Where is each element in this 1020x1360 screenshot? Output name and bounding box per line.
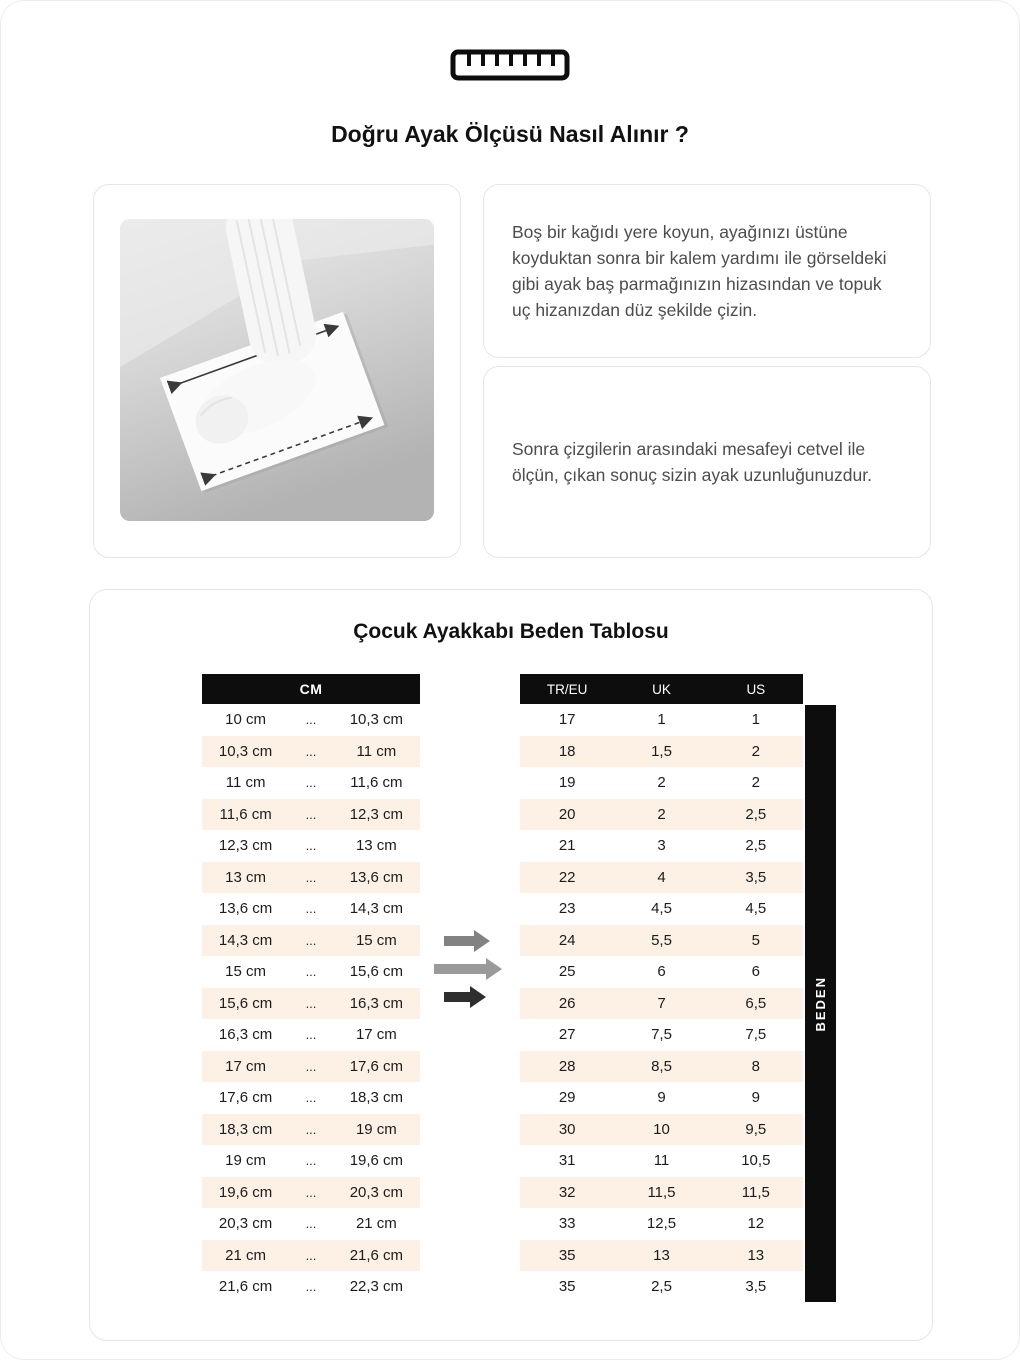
uk-value: 1,5 [651, 742, 672, 760]
page-title: Doğru Ayak Ölçüsü Nasıl Alınır ? [331, 121, 689, 147]
size-table-row [520, 1114, 803, 1146]
uk-value: 6 [657, 963, 666, 981]
range-dots: ... [305, 1058, 317, 1074]
uk-value: 8,5 [651, 1057, 672, 1075]
cm-table [202, 674, 420, 1303]
cm-max-value: 16,3 cm [349, 994, 404, 1012]
cm-min-value: 13,6 cm [218, 900, 273, 918]
us-value: 4,5 [745, 900, 767, 918]
instruction-step-2-card [483, 366, 931, 558]
size-conversion-table [520, 674, 803, 1303]
tr-eu-value: 27 [558, 1026, 576, 1044]
uk-value: 7,5 [651, 1026, 672, 1044]
range-dots: ... [305, 1216, 317, 1232]
cm-table-row [202, 1240, 420, 1272]
uk-value: 3 [657, 837, 666, 855]
tr-eu-value: 17 [558, 711, 576, 729]
uk-value: 4,5 [651, 900, 672, 918]
tr-eu-value: 30 [558, 1120, 576, 1138]
cm-table-row [202, 1082, 420, 1114]
size-table-row [520, 1051, 803, 1083]
cm-table-row [202, 1177, 420, 1209]
uk-value: 4 [657, 868, 666, 886]
uk-value: 12,5 [646, 1215, 677, 1233]
range-dots: ... [305, 838, 317, 854]
cm-table-row [202, 830, 420, 862]
size-table-row [520, 862, 803, 894]
cm-min-value: 16,3 cm [218, 1026, 273, 1044]
cm-min-value: 19 cm [225, 1152, 267, 1170]
uk-value: 2,5 [651, 1278, 672, 1296]
size-table-row [520, 925, 803, 957]
cm-min-value: 17,6 cm [218, 1089, 273, 1107]
cm-max-value: 11,6 cm [350, 774, 403, 792]
size-table-row [520, 704, 803, 736]
cm-table-row [202, 1114, 420, 1146]
range-dots: ... [305, 1090, 317, 1106]
tr-eu-header: TR/EU [546, 681, 588, 697]
us-value: 6 [751, 963, 760, 981]
us-value: 12 [747, 1215, 765, 1233]
tr-eu-value: 28 [558, 1057, 576, 1075]
tr-eu-value: 25 [558, 963, 576, 981]
us-value: 10,5 [741, 1152, 771, 1170]
cm-table-row [202, 925, 420, 957]
range-dots: ... [305, 775, 317, 791]
ruler-icon [450, 49, 570, 86]
size-table-row [520, 1177, 803, 1209]
tr-eu-value: 32 [558, 1183, 576, 1201]
cm-min-value: 12,3 cm [218, 837, 273, 855]
size-table-header [520, 674, 803, 704]
cm-max-value: 13 cm [355, 837, 397, 855]
us-value: 7,5 [745, 1026, 767, 1044]
cm-min-value: 13 cm [225, 868, 267, 886]
cm-max-value: 17,6 cm [349, 1057, 404, 1075]
cm-min-value: 10 cm [225, 711, 267, 729]
instruction-step-1-text: Boş bir kağıdı yere koyun, ayağınızı üstüne koyduktan sonra bir kalem yardımı ile görseldeki gibi ayak baş parmağınızın hizasından ve topuk uç hizanızdan düz şekilde çizin. [512, 221, 887, 321]
uk-value: 13 [653, 1246, 670, 1264]
conversion-arrows-icon [434, 928, 520, 1018]
cm-max-value: 15 cm [355, 931, 397, 949]
foot-measurement-illustration [120, 219, 434, 521]
uk-value: 1 [657, 711, 666, 729]
cm-max-value: 19,6 cm [349, 1152, 404, 1170]
cm-table-body [202, 704, 420, 1303]
size-table-row [520, 988, 803, 1020]
uk-value: 10 [653, 1120, 670, 1138]
range-dots: ... [305, 901, 317, 917]
us-value: 9,5 [745, 1120, 767, 1138]
cm-max-value: 22,3 cm [349, 1278, 404, 1296]
cm-min-value: 19,6 cm [218, 1183, 273, 1201]
cm-table-row [202, 1051, 420, 1083]
cm-table-row [202, 767, 420, 799]
cm-min-value: 15 cm [225, 963, 267, 981]
uk-value: 2 [657, 805, 666, 823]
range-dots: ... [305, 964, 317, 980]
cm-table-row [202, 893, 420, 925]
us-value: 3,5 [745, 868, 767, 886]
range-dots: ... [305, 1247, 317, 1263]
uk-value: 2 [657, 774, 666, 792]
size-table-row [520, 736, 803, 768]
cm-table-row [202, 1145, 420, 1177]
range-dots: ... [305, 1279, 317, 1295]
us-value: 8 [751, 1057, 760, 1075]
cm-min-value: 17 cm [225, 1057, 267, 1075]
tr-eu-value: 21 [558, 837, 576, 855]
tr-eu-value: 31 [558, 1152, 576, 1170]
range-dots: ... [305, 995, 317, 1011]
cm-max-value: 15,6 cm [349, 963, 404, 981]
uk-value: 7 [657, 994, 666, 1012]
cm-max-value: 12,3 cm [349, 805, 404, 823]
cm-min-value: 15,6 cm [218, 994, 273, 1012]
tr-eu-value: 35 [558, 1278, 576, 1296]
range-dots: ... [305, 743, 317, 759]
cm-max-value: 21,6 cm [349, 1246, 404, 1264]
tr-eu-value: 26 [558, 994, 576, 1012]
instruction-step-2-text: Sonra çizgilerin arasındaki mesafeyi cetvel ile ölçün, çıkan sonuç sizin ayak uzunluğunuzdur. [512, 438, 872, 485]
tr-eu-value: 20 [558, 805, 576, 823]
size-table-body [520, 704, 803, 1303]
us-value: 2 [751, 774, 760, 792]
tr-eu-value: 35 [558, 1246, 576, 1264]
cm-min-value: 21,6 cm [218, 1278, 273, 1296]
cm-max-value: 14,3 cm [349, 900, 404, 918]
us-value: 13 [747, 1246, 765, 1264]
tr-eu-value: 23 [558, 900, 576, 918]
cm-table-row [202, 704, 420, 736]
us-value: 3,5 [745, 1278, 767, 1296]
cm-min-value: 10,3 cm [218, 742, 273, 760]
range-dots: ... [305, 806, 317, 822]
cm-max-value: 11 cm [356, 742, 397, 760]
size-table-row [520, 830, 803, 862]
us-value: 9 [751, 1089, 760, 1107]
measurement-photo-card [93, 184, 461, 558]
us-value: 2,5 [745, 805, 767, 823]
us-value: 1 [751, 711, 760, 729]
cm-table-header: CM [202, 674, 420, 704]
tr-eu-value: 22 [558, 868, 576, 886]
cm-table-row [202, 988, 420, 1020]
tr-eu-value: 18 [558, 742, 576, 760]
range-dots: ... [305, 932, 317, 948]
cm-min-value: 18,3 cm [218, 1120, 273, 1138]
cm-max-value: 19 cm [355, 1120, 397, 1138]
us-value: 5 [751, 931, 760, 949]
size-chart-card [89, 589, 933, 1341]
uk-value: 11,5 [647, 1183, 676, 1201]
range-dots: ... [305, 1121, 317, 1137]
tr-eu-value: 19 [558, 774, 576, 792]
size-table-row [520, 1208, 803, 1240]
size-table-row [520, 767, 803, 799]
cm-min-value: 14,3 cm [218, 931, 273, 949]
tr-eu-value: 24 [558, 931, 576, 949]
size-table-row [520, 1082, 803, 1114]
cm-min-value: 20,3 cm [218, 1215, 273, 1233]
cm-table-row [202, 1271, 420, 1303]
cm-max-value: 17 cm [355, 1026, 397, 1044]
cm-min-value: 21 cm [225, 1246, 267, 1264]
size-chart-title: Çocuk Ayakkabı Beden Tablosu [353, 620, 669, 643]
cm-max-value: 18,3 cm [349, 1089, 404, 1107]
size-table-row [520, 1019, 803, 1051]
cm-min-value: 11,6 cm [219, 805, 272, 823]
us-value: 6,5 [745, 994, 767, 1012]
us-value: 2,5 [745, 837, 767, 855]
cm-table-row [202, 736, 420, 768]
size-table-row [520, 893, 803, 925]
foot-measurement-photo [120, 219, 434, 521]
range-dots: ... [305, 712, 317, 728]
cm-table-row [202, 956, 420, 988]
size-table-row [520, 799, 803, 831]
cm-table-row [202, 1019, 420, 1051]
cm-table-row [202, 862, 420, 894]
uk-value: 11 [653, 1152, 670, 1170]
cm-table-row [202, 1208, 420, 1240]
size-table-row [520, 1271, 803, 1303]
beden-side-label: BEDEN [813, 975, 828, 1032]
uk-header: UK [652, 681, 671, 697]
us-value: 2 [751, 742, 760, 760]
cm-min-value: 11 cm [225, 774, 266, 792]
range-dots: ... [305, 1153, 317, 1169]
instruction-step-1-card [483, 184, 931, 358]
cm-max-value: 13,6 cm [349, 868, 404, 886]
size-table-row [520, 1145, 803, 1177]
tr-eu-value: 33 [558, 1215, 576, 1233]
size-table-row [520, 956, 803, 988]
range-dots: ... [305, 1184, 317, 1200]
uk-value: 5,5 [651, 931, 672, 949]
cm-table-row [202, 799, 420, 831]
size-table-row [520, 1240, 803, 1272]
uk-value: 9 [657, 1089, 666, 1107]
beden-side-bar [805, 705, 836, 1302]
us-value: 11,5 [741, 1183, 770, 1201]
tr-eu-value: 29 [558, 1089, 576, 1107]
range-dots: ... [305, 1027, 317, 1043]
us-header: US [746, 681, 766, 697]
cm-max-value: 20,3 cm [349, 1183, 404, 1201]
range-dots: ... [305, 869, 317, 885]
cm-max-value: 21 cm [355, 1215, 397, 1233]
cm-max-value: 10,3 cm [349, 711, 404, 729]
